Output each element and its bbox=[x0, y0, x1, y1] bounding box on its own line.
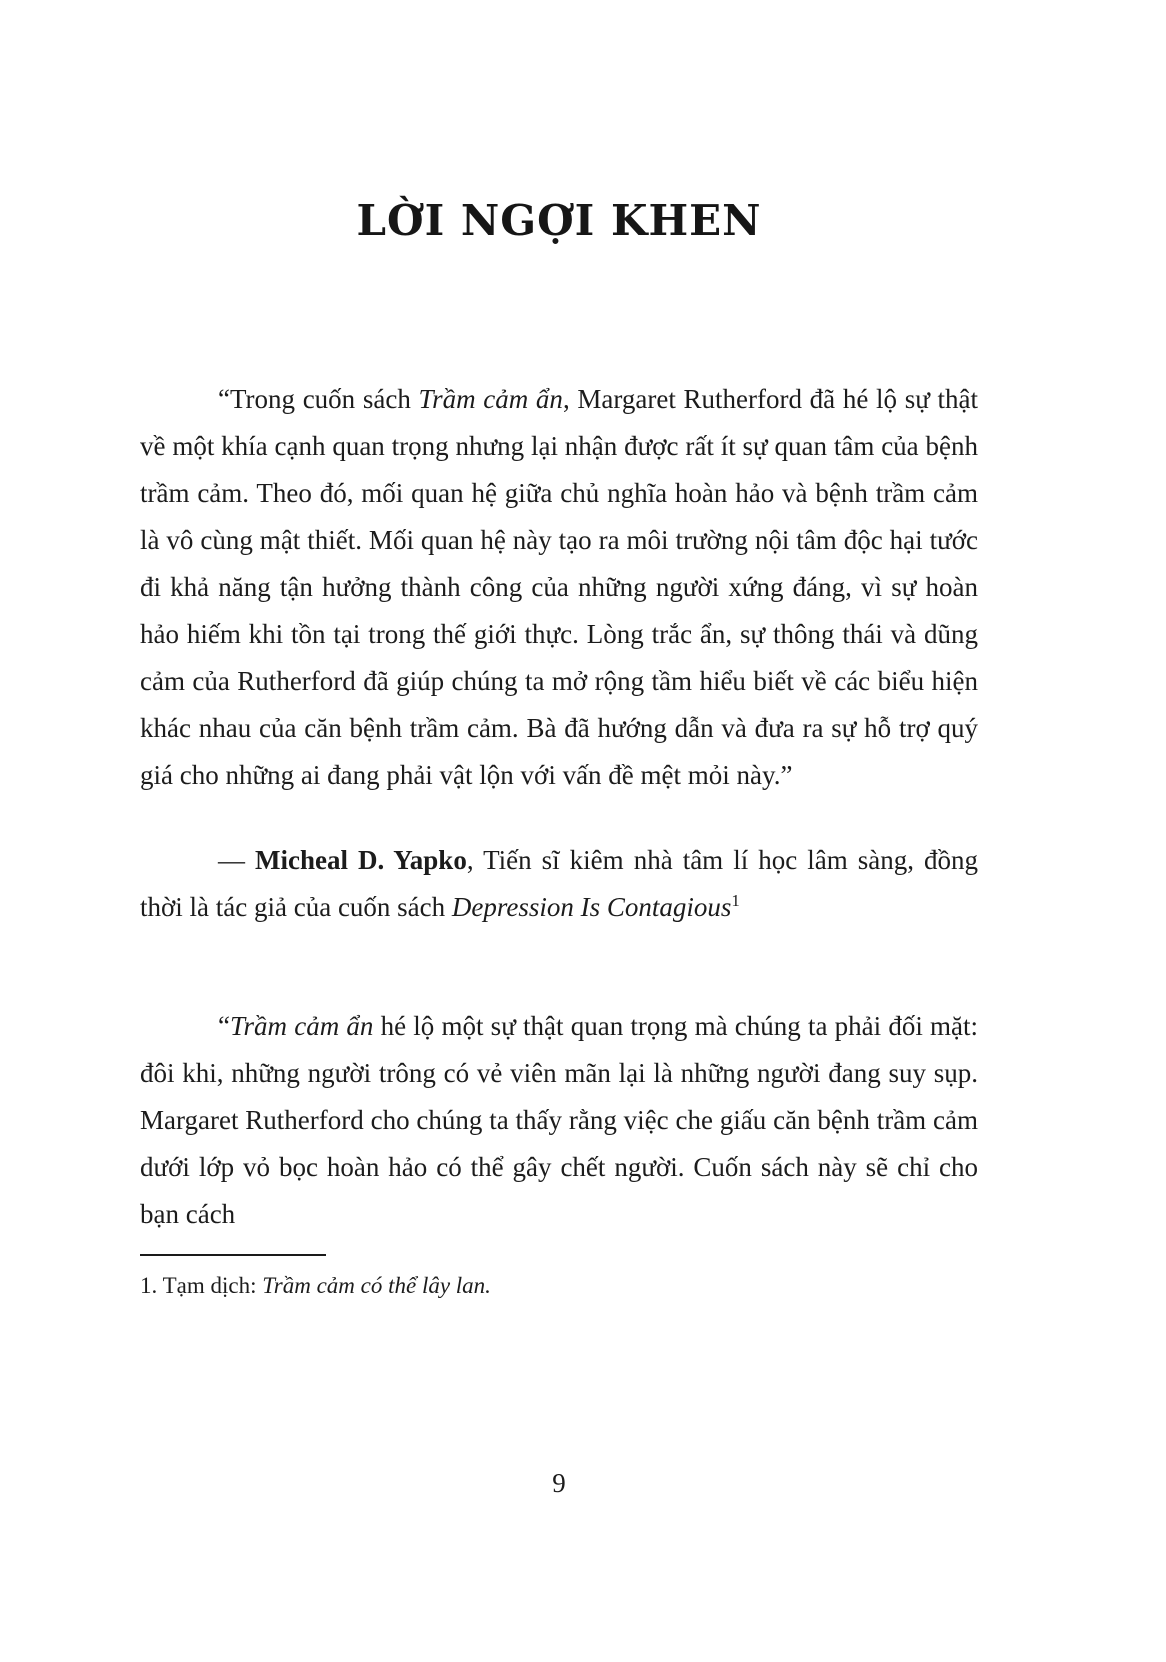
praise-quote-1 bbox=[140, 376, 978, 799]
quote-1-open-text: “Trong cuốn sách bbox=[218, 384, 419, 415]
footnote-block bbox=[140, 1254, 978, 1302]
footnote bbox=[140, 1270, 978, 1302]
footnote-ref-marker: 1 bbox=[731, 891, 740, 911]
footnote-label: 1. Tạm dịch: bbox=[140, 1273, 263, 1299]
page-content bbox=[140, 0, 978, 1302]
attribution-1 bbox=[140, 837, 978, 931]
footnote-translation: Trầm cảm có thể lây lan. bbox=[262, 1273, 491, 1299]
book-title-italic-2: Trầm cảm ẩn bbox=[229, 1011, 374, 1042]
author-name: Micheal D. Yapko bbox=[255, 845, 467, 876]
quote-1-body-text: , Margaret Rutherford đã hé lộ sự thật về một khía cạnh quan trọng nhưng lại nhận được rất ít sự quan tâm của bệnh trầm cảm. Theo đó, mối quan hệ giữa chủ nghĩa hoàn hảo và bệnh trầm cảm là vô cùng mật thiết. Mối quan hệ này tạo ra môi trường nội tâm độc hại tước đi khả năng tận hưởng thành công của những người xứng đáng, vì sự hoàn hảo hiếm khi tồn tại trong thế giới thực. Lòng trắc ẩn, sự thông thái và dũng cảm của Rutherford đã giúp chúng ta mở rộng tầm hiểu biết về các biểu hiện khác nhau của căn bệnh trầm cảm. Bà đã hướng dẫn và đưa ra sự hỗ trợ quý giá cho những ai đang phải vật lộn với vấn đề mệt mỏi này.” bbox=[140, 384, 979, 791]
quote-2-open-text: “ bbox=[218, 1011, 230, 1042]
attribution-dash: — bbox=[218, 845, 256, 876]
book-title-italic: Trầm cảm ẩn bbox=[418, 384, 563, 415]
footnote-divider bbox=[140, 1254, 326, 1256]
praise-quote-2 bbox=[140, 1003, 978, 1238]
page-title: LỜI NGỢI KHEN bbox=[356, 196, 762, 245]
quote-2-body-text: hé lộ một sự thật quan trọng mà chúng ta phải đối mặt: đôi khi, những người trông có vẻ viên mãn lại là những người đang suy sụp. Margaret Rutherford cho chúng ta thấy rằng việc che giấu căn bệnh trầm cảm dưới lớp vỏ bọc hoàn hảo có thể gây chết người. Cuốn sách này sẽ chỉ cho bạn cách bbox=[140, 1011, 979, 1230]
page-number: 9 bbox=[552, 1468, 566, 1498]
referenced-book-title: Depression Is Contagious bbox=[451, 892, 732, 923]
author-role-text: , Tiến sĩ kiêm nhà tâm lí học lâm sàng, đồng thời là tác giả của cuốn sách bbox=[140, 845, 978, 923]
